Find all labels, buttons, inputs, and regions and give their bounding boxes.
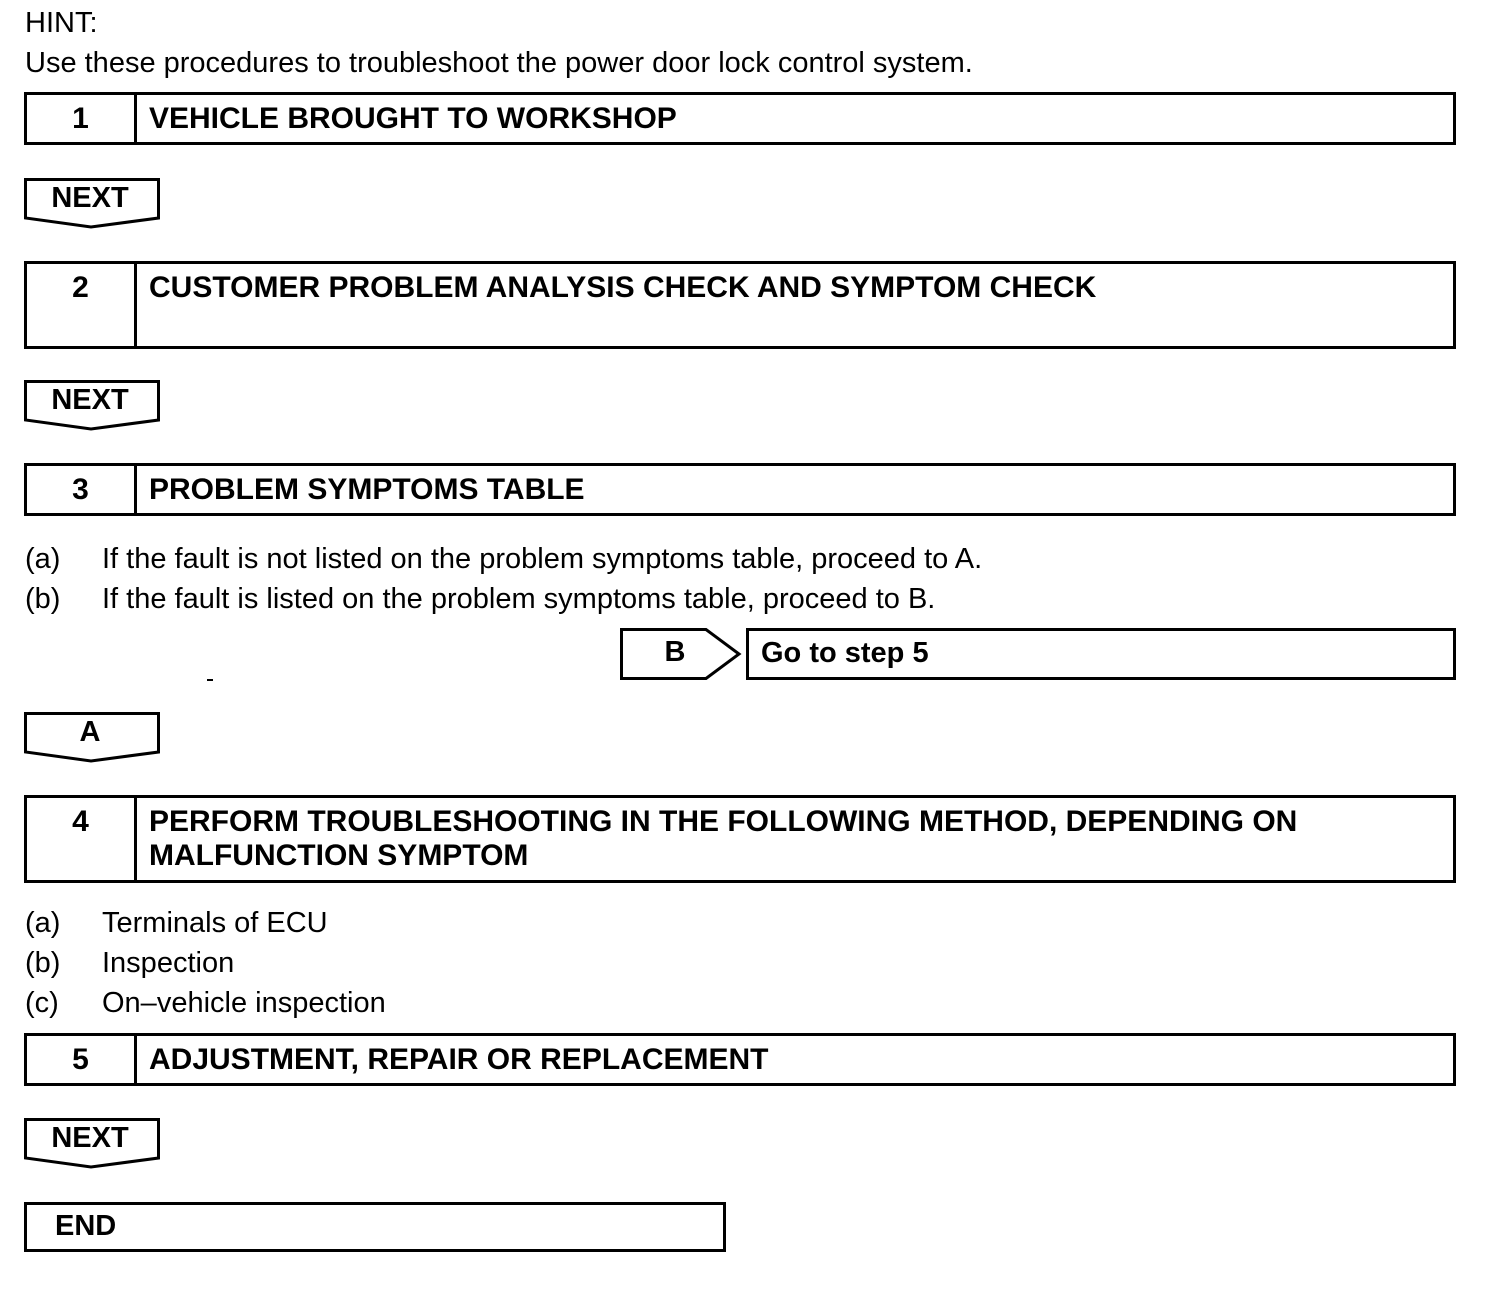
next-arrow-3 [24,1118,160,1170]
step-1-box [24,92,1456,145]
branch-b-tag [620,628,742,680]
hint-text: Use these procedures to troubleshoot the power door lock control system. [25,47,973,79]
step-4-title-line-2: MALFUNCTION SYMPTOM [149,839,529,872]
step-1-number: 1 [27,95,137,142]
step-4-item-c-marker: (c) [25,987,59,1019]
step-2-box [24,261,1456,349]
next-arrow-2 [24,380,160,432]
step-1-title: VEHICLE BROUGHT TO WORKSHOP [149,102,677,135]
step-5-number: 5 [27,1036,137,1083]
next-label: NEXT [51,384,129,416]
step-5-box [24,1033,1456,1086]
stray-mark [207,679,213,681]
step-3-box [24,463,1456,516]
step-2-title: CUSTOMER PROBLEM ANALYSIS CHECK AND SYMPTOM CHECK [149,271,1097,304]
step-4-item-b-text: Inspection [102,947,235,979]
a-label: A [79,716,101,748]
step-4-item-b-marker: (b) [25,947,61,979]
step-3-number: 3 [27,466,137,513]
step-3-item-a-marker: (a) [25,543,61,575]
step-5-title: ADJUSTMENT, REPAIR OR REPLACEMENT [149,1043,769,1076]
step-4-item-c-text: On–vehicle inspection [102,987,386,1019]
next-arrow-1 [24,178,160,230]
step-4-title [137,798,1309,880]
step-4-item-a-text: Terminals of ECU [102,907,328,939]
step-3-item-b-text: If the fault is listed on the problem symptoms table, proceed to B. [102,583,936,615]
next-label: NEXT [51,182,129,214]
end-box: END [24,1202,726,1252]
step-2-number: 2 [27,264,137,346]
branch-b-target: Go to step 5 [746,628,1456,680]
step-3-item-b-marker: (b) [25,583,61,615]
step-4-item-a-marker: (a) [25,907,61,939]
step-4-box [24,795,1456,883]
hint-label: HINT: [25,7,98,39]
step-4-number: 4 [27,798,137,880]
a-arrow [24,712,160,764]
step-3-item-a-text: If the fault is not listed on the problem symptoms table, proceed to A. [102,543,983,575]
branch-b-label: B [664,636,686,668]
step-3-title: PROBLEM SYMPTOMS TABLE [149,473,585,506]
step-4-title-line-1: PERFORM TROUBLESHOOTING IN THE FOLLOWING METHOD, DEPENDING ON [149,805,1298,838]
next-label: NEXT [51,1122,129,1154]
